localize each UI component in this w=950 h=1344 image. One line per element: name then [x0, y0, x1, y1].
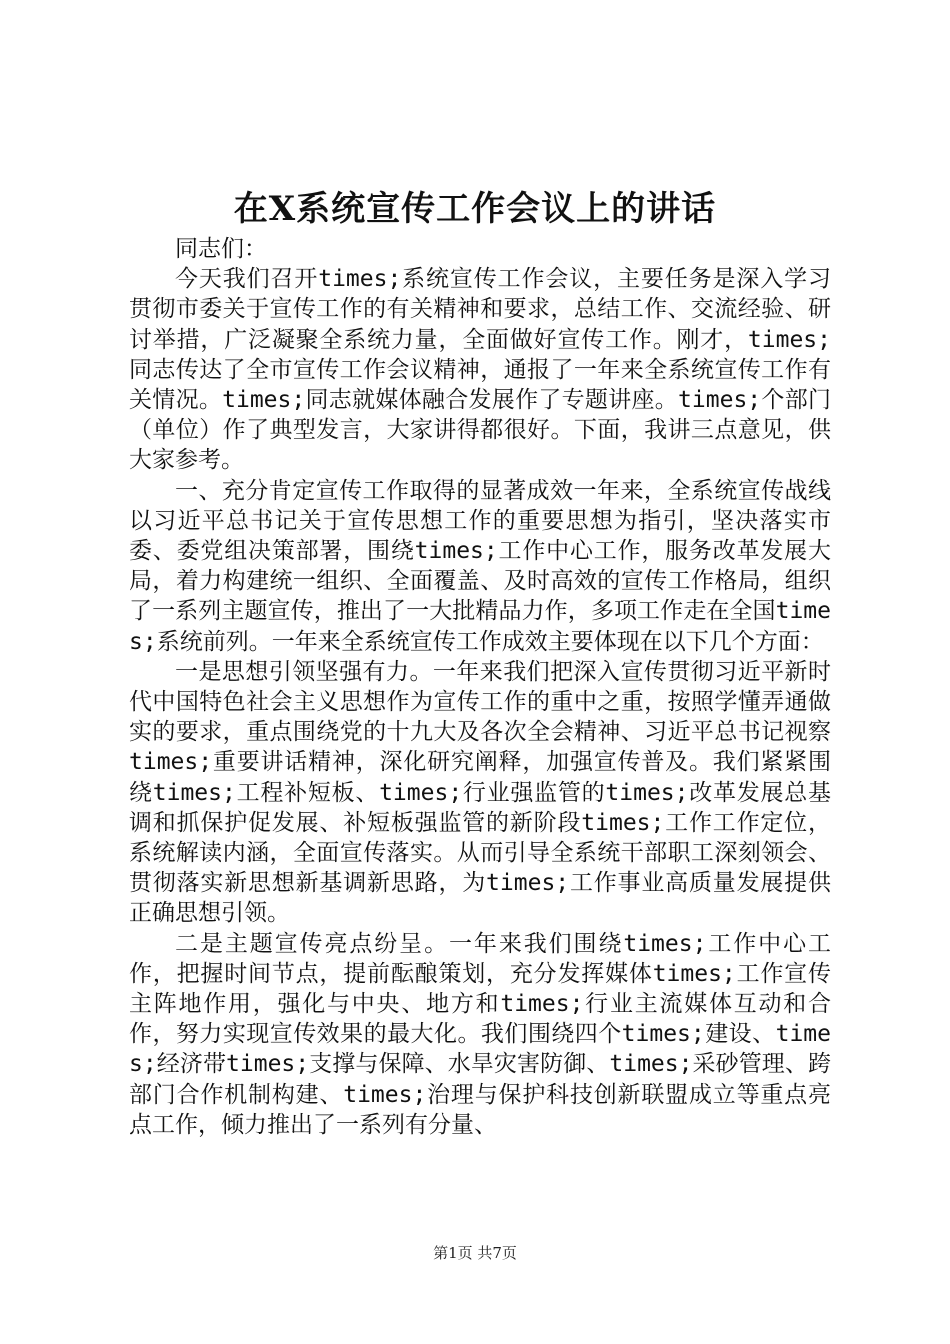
- document-body: [129, 234, 831, 1140]
- paragraph-point-two: 二是主题宣传亮点纷呈。一年来我们围绕times;工作中心工作，把握时间节点，提前酝酿策划，充分发挥媒体times;工作宣传主阵地作用，强化与中央、地方和times;行业主流媒体互动和合作，努力实现宣传效果的最大化。我们围绕四个times;建设、times;经济带times;支撑与保障、水旱灾害防御、times;采砂管理、跨部门合作机制构建、times;治理与保护科技创新联盟成立等重点亮点工作，倾力推出了一系列有分量、: [129, 930, 831, 1138]
- paragraph-intro: 今天我们召开times;系统宣传工作会议，主要任务是深入学习贯彻市委关于宣传工作的有关精神和要求，总结工作、交流经验、研讨举措，广泛凝聚全系统力量，全面做好宣传工作。刚才，times;同志传达了全市宣传工作会议精神，通报了一年来全系统宣传工作有关情况。times;同志就媒体融合发展作了专题讲座。times;个部门（单位）作了典型发言，大家讲得都很好。下面，我讲三点意见，供大家参考。: [129, 266, 831, 474]
- paragraph-salutation: 同志们：: [175, 236, 267, 262]
- document-title: 在X系统宣传工作会议上的讲话: [233, 189, 717, 229]
- page-number-footer: 第1页 共7页: [433, 1244, 517, 1262]
- paragraph-section-one: 一、充分肯定宣传工作取得的显著成效一年来，全系统宣传战线以习近平总书记关于宣传思想工作的重要思想为指引，坚决落实市委、委党组决策部署，围绕times;工作中心工作，服务改革发展大局，着力构建统一组织、全面覆盖、及时高效的宣传工作格局，组织了一系列主题宣传，推出了一大批精品力作，多项工作走在全国times;系统前列。一年来全系统宣传工作成效主要体现在以下几个方面：: [129, 477, 831, 655]
- paragraph-point-one: 一是思想引领坚强有力。一年来我们把深入宣传贯彻习近平新时代中国特色社会主义思想作为宣传工作的重中之重，按照学懂弄通做实的要求，重点围绕党的十九大及各次全会精神、习近平总书记视察times;重要讲话精神，深化研究阐释，加强宣传普及。我们紧紧围绕times;工程补短板、times;行业强监管的times;改革发展总基调和抓保护促发展、补短板强监管的新阶段times;工作工作定位，系统解读内涵，全面宣传落实。从而引导全系统干部职工深刻领会、贯彻落实新思想新基调新思路，为times;工作事业高质量发展提供正确思想引领。: [129, 658, 831, 927]
